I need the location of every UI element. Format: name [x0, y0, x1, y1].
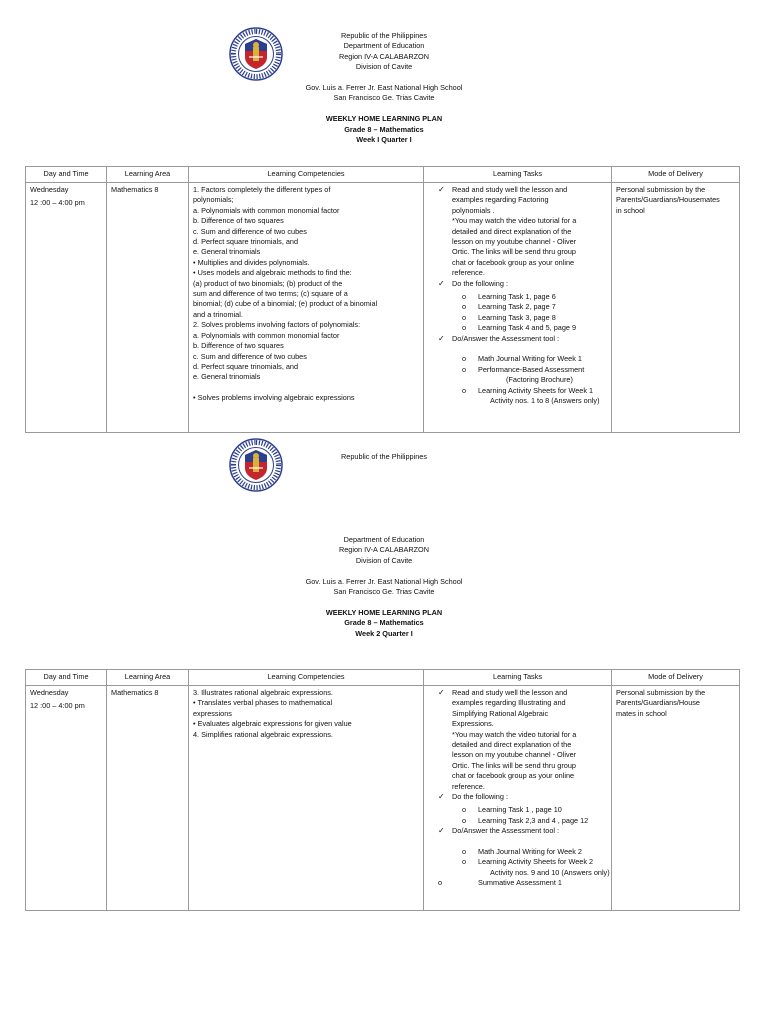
deped-line: Department of Education [343, 41, 425, 51]
competency-line: and a trinomial. [193, 309, 243, 319]
competency-line: expressions [193, 708, 232, 718]
competency-line: (a) product of two binomials; (b) product of the [193, 278, 343, 288]
list-item-continued: Activity nos. 1 to 8 (Answers only) [490, 396, 600, 406]
competency-line: 2. Solves problems involving factors of polynomials: [193, 320, 361, 330]
competency-line: d. Perfect square trinomials, and [193, 237, 299, 247]
table-row [26, 686, 740, 911]
circle-bullet-icon: o [462, 364, 467, 374]
circle-bullet-icon: o [462, 815, 467, 825]
time-text: 12 :00 – 4:00 pm [30, 198, 85, 208]
competency-line: binomial; (d) cube of a binomial; (e) product of a binomial [193, 299, 378, 309]
week-line: Week 2 Quarter I [355, 628, 413, 638]
plan-title: WEEKLY HOME LEARNING PLAN [325, 114, 443, 124]
grade-line: Grade 8 – Mathematics [344, 618, 424, 628]
learning-plan-table-week2 [25, 669, 740, 911]
school-line: Gov. Luis a. Ferrer Jr. East National High School [305, 576, 463, 586]
learning-plan-table-week1 [25, 166, 740, 433]
division-line: Division of Cavite [355, 62, 413, 72]
competency-line: b. Difference of two squares [193, 341, 284, 351]
learning-area-cell [107, 686, 189, 911]
task-assessment: ✓ Do/Answer the Assessment tool : [438, 333, 560, 343]
header-week1 [150, 31, 618, 145]
header-week2 [150, 535, 618, 639]
mode-of-delivery-cell: Personal submission by the Parents/Guardians/Housemates in school [612, 183, 740, 433]
competency-line: e. General trinomials [193, 372, 261, 382]
list-item: o Learning Task 4 and 5, page 9 [462, 323, 577, 333]
day-text: Wednesday [30, 688, 69, 697]
col-day-time: Day and Time [26, 670, 107, 686]
competency-line: a. Polynomials with common monomial factor [193, 330, 340, 340]
mode-of-delivery-cell: Personal submission by the Parents/Guardians/House mates in school [612, 686, 740, 911]
col-mode-of-delivery: Mode of Delivery [612, 167, 740, 183]
area-text: Mathematics 8 [111, 688, 159, 697]
learning-tasks-cell [424, 686, 612, 911]
republic-line-week2: Republic of the Philippines [341, 452, 427, 461]
day-time-cell [26, 183, 107, 433]
competency-line: • Solves problems involving algebraic expressions [193, 393, 355, 403]
checkmark-icon: ✓ [438, 278, 445, 288]
competency-line: a. Polynomials with common monomial factor [193, 205, 340, 215]
competency-line: 3. Illustrates rational algebraic expressions. [193, 688, 333, 697]
circle-bullet-icon: o [462, 323, 467, 333]
task-assessment: ✓ Do/Answer the Assessment tool : [438, 826, 560, 836]
col-day-time: Day and Time [26, 167, 107, 183]
table-row [26, 183, 740, 433]
competency-line: c. Sum and difference of two cubes [193, 226, 307, 236]
competency-line: polynomials; [193, 195, 234, 205]
deped-seal [229, 438, 283, 492]
checkmark-icon: ✓ [438, 185, 445, 194]
area-text: Mathematics 8 [111, 185, 159, 194]
competencies-cell [189, 686, 424, 911]
address-line: San Francisco Ge. Trias Cavite [333, 93, 435, 103]
day-text: Wednesday [30, 185, 69, 194]
circle-bullet-icon: o [462, 292, 467, 302]
circle-bullet-icon: o [462, 805, 467, 815]
grade-line: Grade 8 – Mathematics [344, 124, 424, 134]
circle-bullet-icon: o [462, 847, 467, 857]
col-learning-competencies: Learning Competencies [189, 670, 424, 686]
list-item: o Learning Activity Sheets for Week 1 [462, 385, 594, 395]
table-header-row [26, 167, 740, 183]
list-item: o Learning Task 2,3 and 4 , page 12 [462, 815, 589, 825]
checkmark-icon: ✓ [438, 826, 445, 836]
task-read: ✓ Read and study well the lesson and examples regarding Illustrating and Simplifying Rational Algebraic Expressions. [438, 688, 568, 729]
list-item: o Learning Task 3, page 8 [462, 312, 556, 322]
circle-bullet-icon: o [462, 312, 467, 322]
learning-tasks-cell [424, 183, 612, 433]
competency-line: sum and difference of two terms; (c) square of a [193, 289, 348, 299]
competency-line: e. General trinomials [193, 247, 261, 257]
circle-bullet-icon: o [462, 857, 467, 867]
list-item: o Learning Task 1 , page 10 [462, 805, 562, 815]
competency-line: • Translates verbal phases to mathematical [193, 698, 333, 708]
day-time-cell [26, 686, 107, 911]
col-learning-tasks: Learning Tasks [424, 670, 612, 686]
competencies-cell [189, 183, 424, 433]
circle-bullet-icon: o [438, 878, 443, 888]
competency-line: • Evaluates algebraic expressions for given value [193, 719, 352, 729]
col-learning-area: Learning Area [107, 167, 189, 183]
list-item: o Math Journal Writing for Week 2 [462, 847, 582, 857]
address-line: San Francisco Ge. Trias Cavite [333, 587, 435, 597]
list-item: o Learning Task 1, page 6 [462, 292, 556, 302]
list-item: o Learning Activity Sheets for Week 2 [462, 857, 594, 867]
col-mode-of-delivery: Mode of Delivery [612, 670, 740, 686]
region-line: Region IV-A CALABARZON [338, 545, 430, 555]
school-line: Gov. Luis a. Ferrer Jr. East National High School [305, 83, 463, 93]
time-text: 12 :00 – 4:00 pm [30, 701, 85, 711]
republic-line: Republic of the Philippines [341, 31, 427, 40]
checkmark-icon: ✓ [438, 688, 445, 697]
competency-line: d. Perfect square trinomials, and [193, 361, 299, 371]
list-item: o Summative Assessment 1 [438, 878, 562, 888]
deped-line: Department of Education [343, 535, 425, 544]
division-line: Division of Cavite [355, 555, 413, 565]
circle-bullet-icon: o [462, 354, 467, 364]
col-learning-area: Learning Area [107, 670, 189, 686]
competency-line: • Multiplies and divides polynomials. [193, 257, 310, 267]
task-do-following: ✓ Do the following : [438, 792, 508, 802]
circle-bullet-icon: o [462, 385, 467, 395]
region-line: Region IV-A CALABARZON [338, 51, 430, 61]
list-item-continued: (Factoring Brochure) [506, 375, 573, 385]
col-learning-tasks: Learning Tasks [424, 167, 612, 183]
checkmark-icon: ✓ [438, 333, 445, 343]
task-do-following: ✓ Do the following : [438, 278, 508, 288]
competency-line: 4. Simplifies rational algebraic expressions. [193, 729, 333, 739]
task-video-note: *You may watch the video tutorial for a detailed and direct explanation of the lesson on my youtube channel - Oliver Ortic. The links will be send thru group chat or facebook group as your online reference. [452, 729, 577, 791]
list-item: o Math Journal Writing for Week 1 [462, 354, 582, 364]
checkmark-icon: ✓ [438, 792, 445, 802]
task-read: ✓ Read and study well the lesson and examples regarding Factoring polynomials . [438, 185, 568, 215]
competency-line: • Uses models and algebraic methods to find the: [193, 268, 352, 278]
competency-line: b. Difference of two squares [193, 216, 284, 226]
competency-line: 1. Factors completely the different types of [193, 185, 331, 194]
learning-area-cell [107, 183, 189, 433]
list-item-continued: Activity nos. 9 and 10 (Answers only) [490, 867, 610, 877]
list-item: o Learning Task 2, page 7 [462, 302, 556, 312]
task-video-note: *You may watch the video tutorial for a detailed and direct explanation of the lesson on my youtube channel - Oliver Ortic. The links will be send thru group chat or facebook group as your online reference. [452, 216, 577, 278]
col-learning-competencies: Learning Competencies [189, 167, 424, 183]
table-header-row [26, 670, 740, 686]
week-line: Week I Quarter I [356, 135, 412, 145]
list-item: o Performance-Based Assessment [462, 364, 585, 374]
plan-title: WEEKLY HOME LEARNING PLAN [325, 607, 443, 617]
circle-bullet-icon: o [462, 302, 467, 312]
competency-line: c. Sum and difference of two cubes [193, 351, 307, 361]
